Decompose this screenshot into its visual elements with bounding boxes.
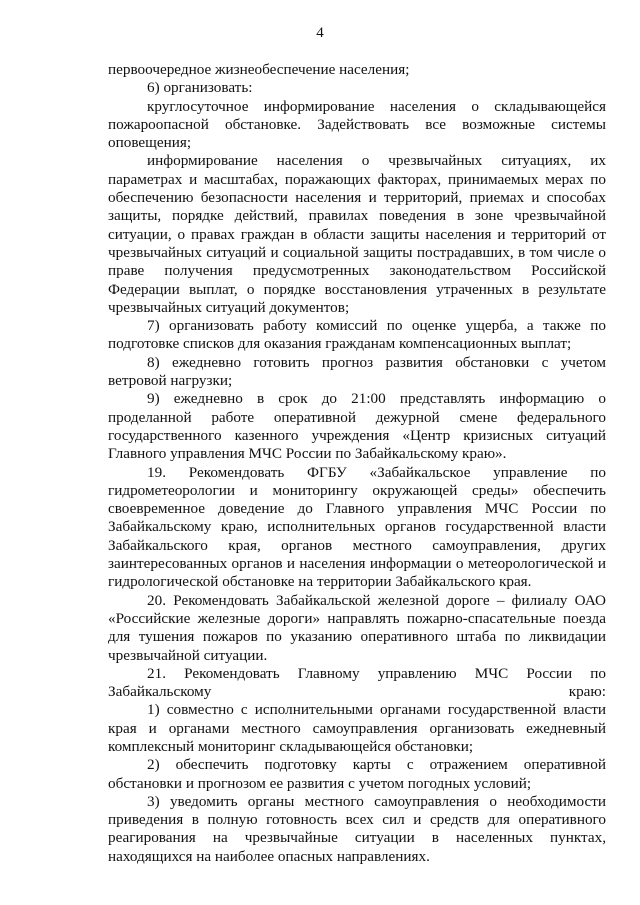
paragraph-item-6: 6) организовать:: [147, 79, 253, 97]
page-number: 4: [316, 25, 324, 41]
paragraph-item-7: 7) организовать работу комиссий по оценке ущерба, а также по подготовке списков для оказания гражданам компенсационных выплат;: [108, 317, 606, 353]
paragraph-informing-fire-situation: круглосуточное информирование населения о складывающейся пожароопасной обстановке. Задействовать все возможные системы оповещения;: [108, 97, 606, 152]
paragraph-point-21-item-3: 3) уведомить органы местного самоуправления о необходимости приведения в полную готовность всех сил и средств для оперативного реагирования на чрезвычайные ситуации в населенных пунктах, находящихся на наиболее опасных направлениях.: [108, 792, 606, 865]
paragraph-point-19: 19. Рекомендовать ФГБУ «Забайкальское управление по гидрометеорологии и мониторингу окружающей среды» обеспечить своевременное доведение до Главного управления МЧС России по Забайкальскому краю, исполнительных органов государственной власти Забайкальского края, органов местного самоуправления, других заинтересованных органов и населения информации о метеорологической и гидрологической обстановке на территории Забайкальского края.: [108, 463, 606, 591]
paragraph-continuation: первоочередное жизнеобеспечение населения;: [108, 61, 410, 78]
paragraph-item-9: 9) ежедневно в срок до 21:00 представлять информацию о проделанной работе оперативной дежурной смене федерального государственного казенного учреждения «Центр кризисных ситуаций Главного управления МЧС России по Забайкальскому краю».: [108, 390, 606, 463]
document-body: [108, 61, 606, 866]
paragraph-informing-emergencies: информирование населения о чрезвычайных ситуациях, их параметрах и масштабах, поражающих факторах, принимаемых мерах по обеспечению безопасности населения и территорий, приемах и способах защиты, порядке действий, правилах поведения в зоне чрезвычайной ситуации, о правах граждан в области защиты населения и территорий от чрезвычайных ситуаций и социальной защиты пострадавших, в том числе о праве получения предусмотренных законодательством Российской Федерации выплат, о порядке восстановления утраченных в результате чрезвычайных ситуаций документов;: [108, 152, 606, 316]
paragraph-point-20: 20. Рекомендовать Забайкальской железной дороге – филиалу ОАО «Российские железные дороги» направлять пожарно-спасательные поезда для тушения пожаров по указанию оперативного штаба по ликвидации чрезвычайной ситуации.: [108, 591, 606, 664]
paragraph-point-21-item-2: 2) обеспечить подготовку карты с отражением оперативной обстановки и прогнозом ее развития с учетом погодных условий;: [108, 756, 606, 792]
paragraph-item-8: 8) ежедневно готовить прогноз развития обстановки с учетом ветровой нагрузки;: [108, 353, 606, 390]
paragraph-point-21-item-1: 1) совместно с исполнительными органами государственной власти края и органами местного самоуправления организовать ежедневный комплексный мониторинг складывающейся обстановки;: [108, 701, 606, 755]
paragraph-point-21: 21. Рекомендовать Главному управлению МЧС России по Забайкальскому краю:: [108, 664, 606, 701]
